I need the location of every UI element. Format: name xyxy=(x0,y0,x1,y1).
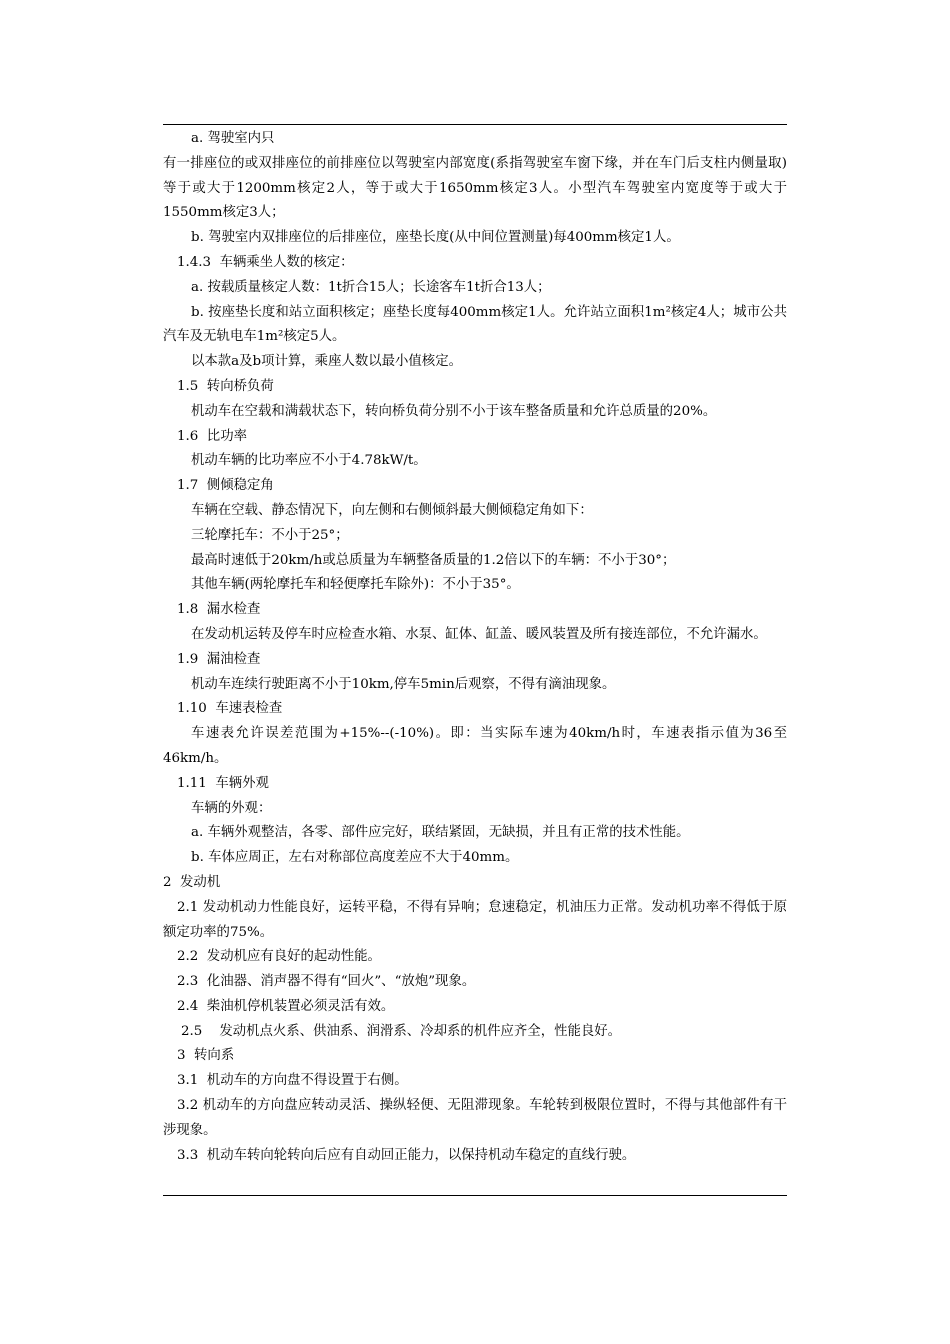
text-line: 其他车辆(两轮摩托车和轻便摩托车除外)：不小于35°。 xyxy=(191,577,520,593)
text-line: 1.9 漏油检查 xyxy=(177,651,261,667)
text-line: 3.3 机动车转向轮转向后应有自动回正能力，以保持机动车稳定的直线行驶。 xyxy=(177,1147,636,1163)
text-line: 最高时速低于20km/h或总质量为车辆整备质量的1.2倍以下的车辆：不小于30°； xyxy=(191,552,676,568)
text-line: 三轮摩托车：不小于25°； xyxy=(191,527,349,543)
text-line: 1.8 漏水检查 xyxy=(177,602,261,618)
bottom-rule xyxy=(163,1195,787,1196)
top-rule xyxy=(163,124,787,125)
text-line: 3 转向系 xyxy=(177,1048,235,1064)
text-line: 车辆在空载、静态情况下，向左侧和右侧倾斜最大侧倾稳定角如下： xyxy=(191,502,593,518)
text-line: 3.1 机动车的方向盘不得设置于右侧。 xyxy=(177,1073,408,1089)
text-line: 机动车连续行驶距离不小于10km,停车5min后观察，不得有滴油现象。 xyxy=(191,676,616,692)
text-line: 2.4 柴油机停机装置必须灵活有效。 xyxy=(177,998,395,1014)
text-line: 1.11 车辆外观 xyxy=(177,775,269,791)
text-line: 2.3 化油器、消声器不得有“回火”、“放炮”现象。 xyxy=(177,974,476,990)
text-line: 1.6 比功率 xyxy=(177,428,247,444)
text-line: 有一排座位的或双排座位的前排座位以驾驶室内部宽度(系指驾驶室车窗下缘，并在车门后支柱内侧量取)等于或大于1200mm核定2人，等于或大于1650mm核定3人。小型汽车驾驶室内宽度等于或大于1550mm核定3人； xyxy=(163,155,787,221)
text-line: 车辆的外观： xyxy=(191,800,272,816)
text-line: 3.2 机动车的方向盘应转动灵活、操纵轻便、无阻滞现象。车轮转到极限位置时，不得与其他部件有干涉现象。 xyxy=(163,1098,787,1138)
text-line: a. 驾驶室内只 xyxy=(191,131,275,146)
text-line: a. 车辆外观整洁，各零、部件应完好，联结紧固，无缺损，并且有正常的技术性能。 xyxy=(191,825,690,841)
text-line: 1.7 侧倾稳定角 xyxy=(177,478,274,494)
text-line: 1.4.3 车辆乘坐人数的核定： xyxy=(177,254,354,270)
text-line: b. 按座垫长度和站立面积核定；座垫长度每400mm核定1人。允许站立面积1m²核定4人；城市公共汽车及无轨电车1m²核定5人。 xyxy=(163,304,787,345)
text-line: 在发动机运转及停车时应检查水箱、水泵、缸体、缸盖、暖风装置及所有接连部位，不允许漏水。 xyxy=(191,626,767,642)
text-line: 1.5 转向桥负荷 xyxy=(177,378,274,394)
text-line: 车速表允许误差范围为+15%--(-10%)。即：当实际车速为40km/h时，车速表指示值为36至46km/h。 xyxy=(163,726,787,766)
text-line: 2.5 发动机点火系、供油系、润滑系、冷却系的机件应齐全，性能良好。 xyxy=(181,1023,622,1039)
text-line: 机动车在空载和满载状态下，转向桥负荷分别不小于该车整备质量和允许总质量的20%。 xyxy=(191,403,717,419)
text-line: b. 驾驶室内双排座位的后排座位，座垫长度(从中间位置测量)每400mm核定1人。 xyxy=(191,230,680,246)
text-line: 机动车辆的比功率应不小于4.78kW/t。 xyxy=(191,453,427,469)
text-line: 2.1 发动机动力性能良好，运转平稳，不得有异响；怠速稳定，机油压力正常。发动机功率不得低于原额定功率的75%。 xyxy=(163,899,787,940)
text-line: 2 发动机 xyxy=(163,874,221,890)
text-line: 1.10 车速表检查 xyxy=(177,701,283,717)
document-body xyxy=(163,127,787,1168)
text-line: b. 车体应周正，左右对称部位高度差应不大于40mm。 xyxy=(191,850,519,866)
text-line: 2.2 发动机应有良好的起动性能。 xyxy=(177,949,381,965)
text-line: a. 按载质量核定人数：1t折合15人；长途客车1t折合13人； xyxy=(191,279,551,295)
text-line: 以本款a及b项计算，乘座人数以最小值核定。 xyxy=(191,354,462,370)
